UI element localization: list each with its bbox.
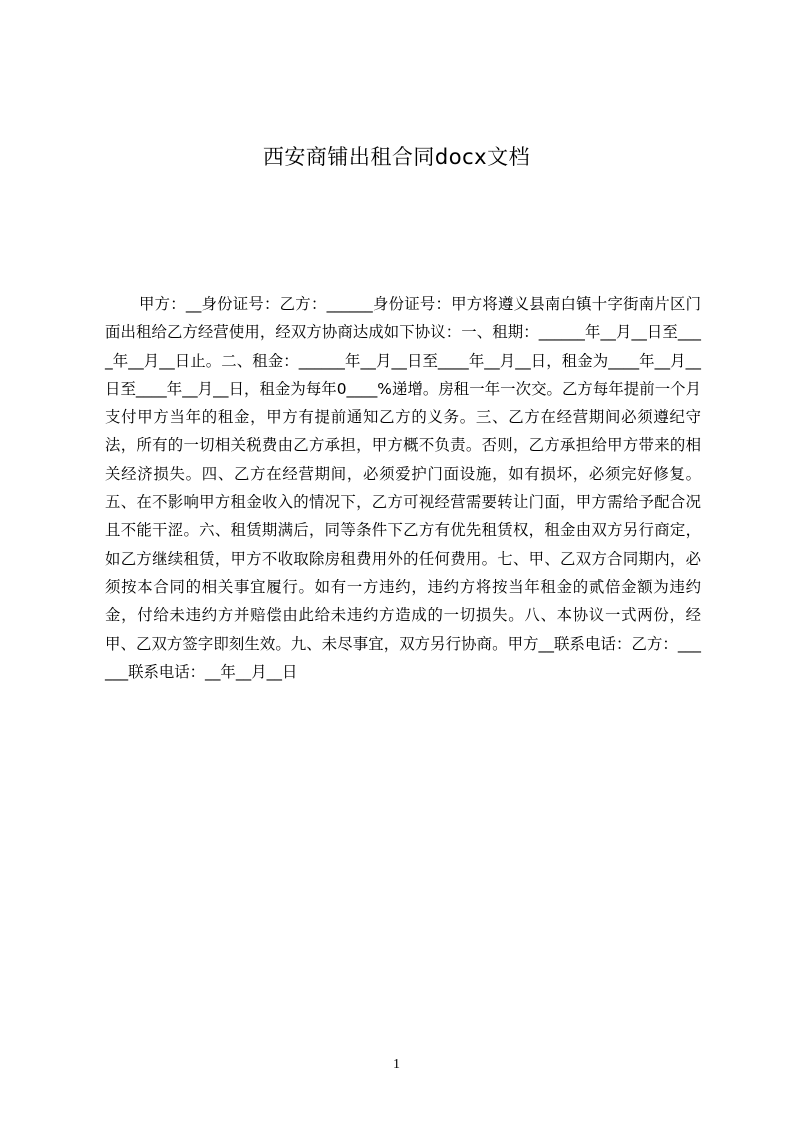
contract-body-paragraph: 甲方：__身份证号：乙方：______身份证号：甲方将遵义县南白镇十字街南片区门面出租给乙方经营使用，经双方协商达成如下协议：一、租期：______年__月__日至____年__月__日止。二、租金：______年__月__日至____年__月__日，租金为____年__月__日至____年__月__日，租金为每年0____%递增。房租一年一次交。乙方每年提前一个月支付甲方当年的租金，甲方有提前通知乙方的义务。三、乙方在经营期间必须遵纪守法，所有的一切相关税费由乙方承担，甲方概不负责。否则，乙方承担给甲方带来的相关经济损失。四、乙方在经营期间，必须爱护门面设施，如有损坏，必须完好修复。五、在不影响甲方租金收入的情况下，乙方可视经营需要转让门面，甲方需给予配合况且不能干涩。六、租赁期满后，同等条件下乙方有优先租赁权，租金由双方另行商定，如乙方继续租赁，甲方不收取除房租费用外的任何费用。七、甲、乙双方合同期内，必须按本合同的相关事宜履行。如有一方违约，违约方将按当年租金的贰倍金额为违约金，付给未违约方并赔偿由此给未违约方造成的一切损失。八、本协议一式两份，经甲、乙双方签字即刻生效。九、未尽事宜，双方另行协商。甲方__联系电话：乙方：______联系电话：__年__月__日	[105, 295, 701, 681]
page-number: 1	[393, 1057, 400, 1072]
document-title: 西安商铺出租合同docx文档	[262, 145, 531, 169]
